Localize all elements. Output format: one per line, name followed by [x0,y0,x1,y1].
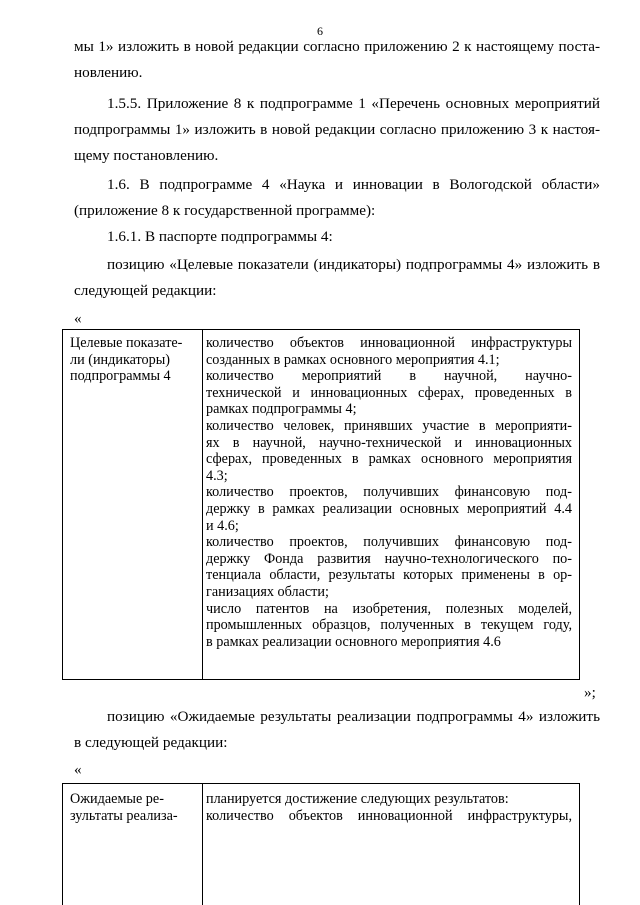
table-cell-line: сферах, проведенных в рамках основного мероприятия [206,451,572,468]
paragraph-line: 1.6. В подпрограмме 4 «Наука и инновации в Вологодской области» [107,176,600,193]
table-cell-line: подпрограммы 4 [70,368,171,385]
open-quote: « [74,761,82,778]
table-cell-line: тенциала области, результаты которых применены в ор- [206,567,572,584]
table-cell-line: ях в научной, научно-технической и инновационных [206,434,572,451]
table-cell-line: держку Фонда развития научно-технологического по- [206,550,572,567]
table-divider [202,784,203,905]
table-cell-line: количество объектов инновационной инфраструктуры, [206,807,572,824]
paragraph-line: (приложение 8 к государственной программе): [74,202,376,219]
indicators-table-right-cell [206,335,572,650]
paragraph-line: мы 1» изложить в новой редакции согласно приложению 2 к настоящему поста- [74,38,600,55]
table-cell-line: созданных в рамках основного мероприятия 4.1; [206,351,500,368]
paragraph-line: 1.5.5. Приложение 8 к подпрограмме 1 «Перечень основных мероприятий [107,95,600,112]
paragraph-line: следующей редакции: [74,282,217,299]
table-cell-line: зультаты реализа- [70,807,178,824]
expected-results-left-cell [70,791,196,824]
table-cell-line: промышленных образцов, полученных в текущем году, [206,617,572,634]
table-cell-line: и 4.6; [206,517,239,534]
page-number: 6 [317,24,323,38]
table-divider [202,330,203,679]
table-cell-line: рамках подпрограммы 4; [206,401,357,418]
table-cell-line: количество объектов инновационной инфраструктуры [206,335,572,351]
table-cell-line: ганизациях области; [206,583,329,600]
table-cell-line: количество человек, принявших участие в мероприяти- [206,417,572,434]
table-cell-line: количество проектов, получивших финансовую под- [206,484,572,501]
table-cell-line: в рамках реализации основного мероприятия 4.6 [206,633,501,650]
expected-results-right-cell [206,791,572,824]
paragraph-line: новлению. [74,64,143,81]
open-quote: « [74,310,82,327]
table-cell-line: технической и инновационных сферах, проведенных в [206,384,572,401]
indicators-table-left-cell [70,335,196,385]
paragraph-line: щему постановлению. [74,147,219,164]
paragraph-line: подпрограммы 1» изложить в новой редакции согласно приложению 3 к настоя- [74,121,600,138]
table-cell-line: Ожидаемые ре- [70,791,164,807]
table-cell-line: ли (индикаторы) [70,351,171,368]
table-cell-line: количество проектов, получивших финансовую под- [206,534,572,551]
table-cell-line: число патентов на изобретения, полезных моделей, [206,600,572,617]
table-cell-line: планируется достижение следующих результатов: [206,791,509,807]
table-cell-line: 4.3; [206,467,228,484]
close-quote: »; [584,684,596,701]
paragraph-line: позицию «Целевые показатели (индикаторы) подпрограммы 4» изложить в [107,256,600,273]
paragraph-line: 1.6.1. В паспорте подпрограммы 4: [107,228,333,245]
paragraph-line: позицию «Ожидаемые результаты реализации подпрограммы 4» изложить [107,708,600,725]
table-cell-line: количество мероприятий в научной, научно- [206,368,572,385]
table-cell-line: Целевые показате- [70,335,183,351]
table-cell-line: держку в рамках реализации основных мероприятий 4.4 [206,500,572,517]
paragraph-line: в следующей редакции: [74,734,228,751]
